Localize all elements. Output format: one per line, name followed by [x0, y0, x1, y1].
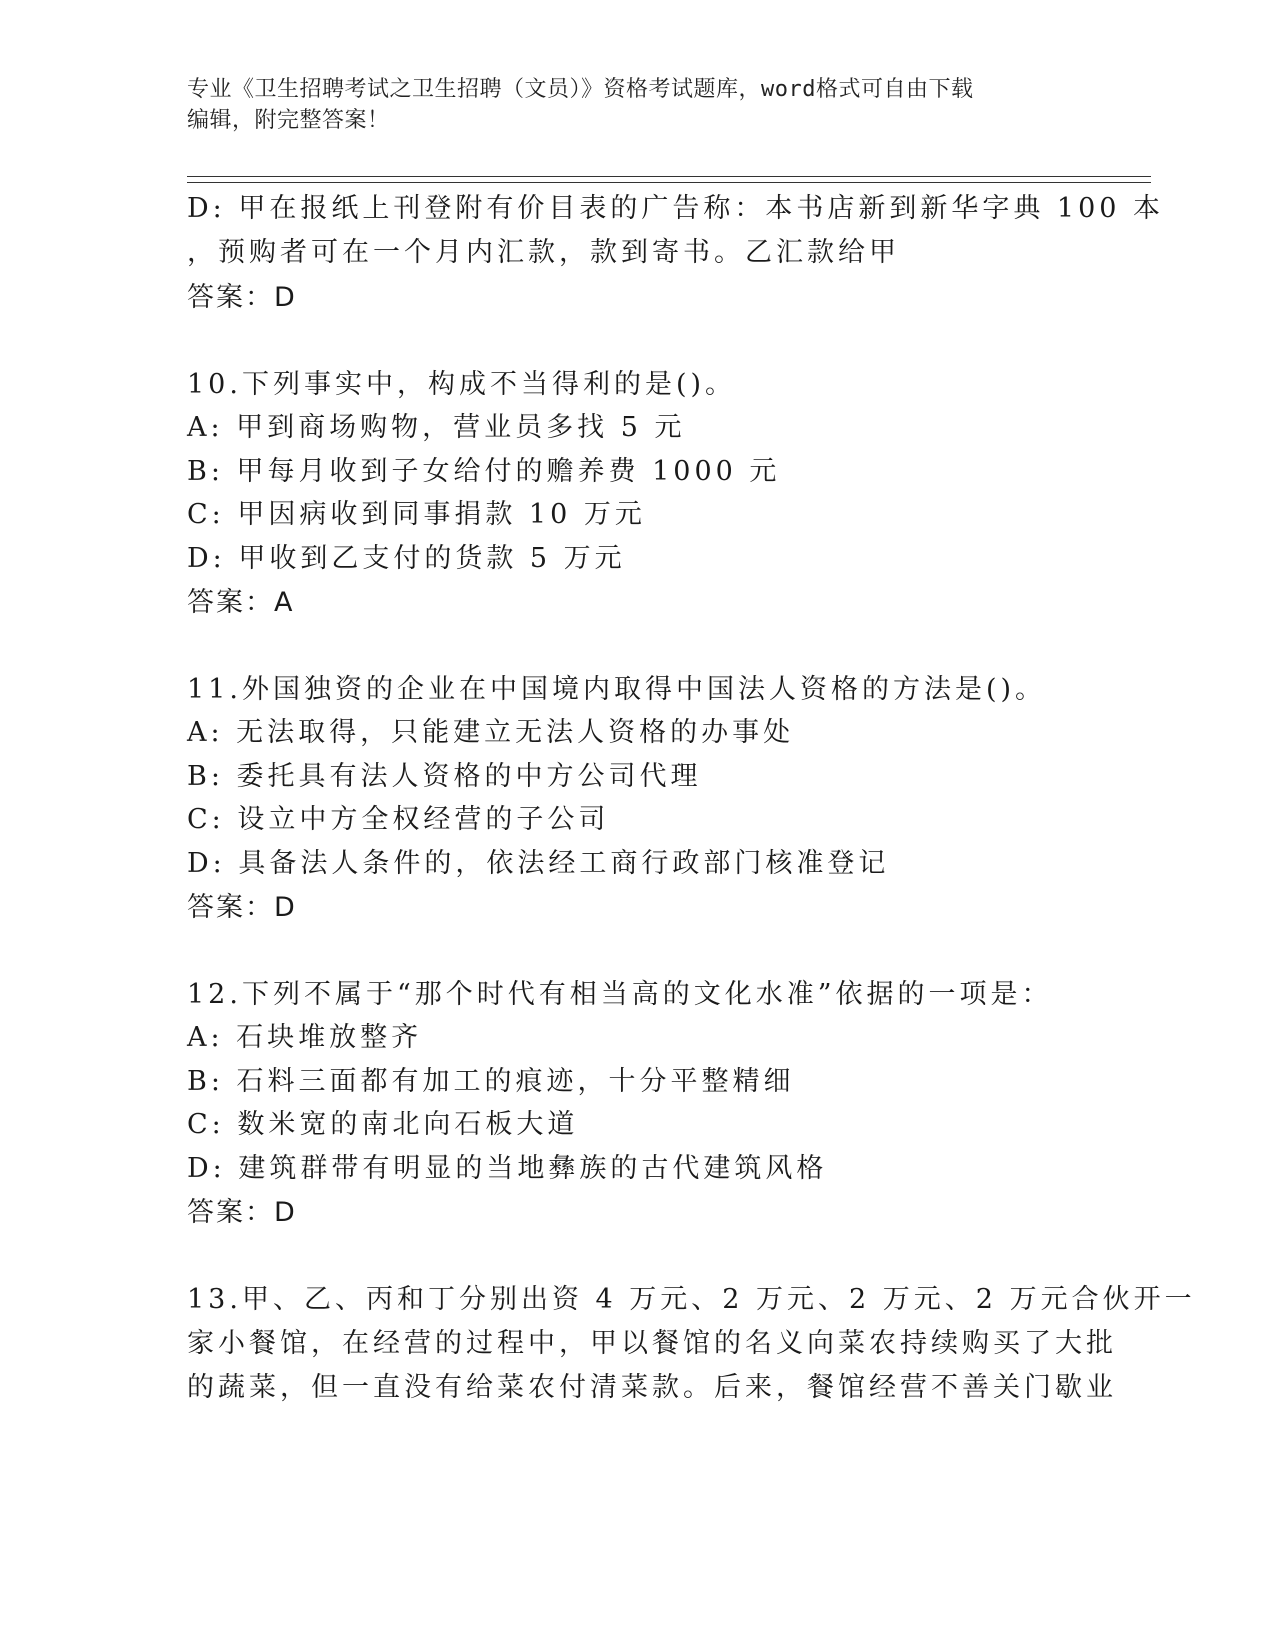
q10-option-a: A: 甲到商场购物，营业员多找 5 元 — [187, 412, 686, 443]
q13-question-line-1: 13.甲、乙、丙和丁分别出资 4 万元、2 万元、2 万元、2 万元合伙开一 — [187, 1284, 1196, 1315]
q11-option-d: D: 具备法人条件的，依法经工商行政部门核准登记 — [187, 848, 890, 879]
header-divider-top — [187, 176, 1151, 177]
q12-option-c: C: 数米宽的南北向石板大道 — [187, 1109, 579, 1140]
q11-answer: 答案：D — [187, 892, 297, 923]
q10-option-d: D: 甲收到乙支付的货款 5 万元 — [187, 543, 626, 574]
q11-option-a: A: 无法取得，只能建立无法人资格的办事处 — [187, 717, 795, 748]
q10-question: 10.下列事实中，构成不当得利的是()。 — [187, 369, 737, 400]
q12-option-a: A: 石块堆放整齐 — [187, 1022, 423, 1053]
q12-option-b: B: 石料三面都有加工的痕迹，十分平整精细 — [187, 1066, 795, 1097]
q12-question: 12.下列不属于“那个时代有相当高的文化水准”依据的一项是： — [187, 979, 1053, 1010]
q11-question: 11.外国独资的企业在中国境内取得中国法人资格的方法是()。 — [187, 674, 1047, 705]
q12-option-d: D: 建筑群带有明显的当地彝族的古代建筑风格 — [187, 1153, 828, 1184]
q11-option-b: B: 委托具有法人资格的中方公司代理 — [187, 761, 702, 792]
q10-option-c: C: 甲因病收到同事捐款 10 万元 — [187, 499, 646, 530]
q9-option-d-line-1: D: 甲在报纸上刊登附有价目表的广告称：本书店新到新华字典 100 本 — [187, 193, 1165, 224]
document-header — [187, 74, 1087, 136]
q10-option-b: B: 甲每月收到子女给付的赡养费 1000 元 — [187, 456, 781, 487]
q13-question-line-2: 家小餐馆，在经营的过程中，甲以餐馆的名义向菜农持续购买了大批 — [187, 1328, 1117, 1359]
q9-option-d-line-2: ，预购者可在一个月内汇款，款到寄书。乙汇款给甲 — [187, 237, 900, 268]
header-line-1: 专业《卫生招聘考试之卫生招聘（文员）》资格考试题库，word格式可自由下载 — [187, 77, 974, 102]
q9-answer: 答案：D — [187, 282, 297, 313]
q13-question-line-3: 的蔬菜，但一直没有给菜农付清菜款。后来，餐馆经营不善关门歇业 — [187, 1372, 1117, 1403]
q12-answer: 答案：D — [187, 1197, 297, 1228]
q11-option-c: C: 设立中方全权经营的子公司 — [187, 804, 610, 835]
header-line-2: 编辑，附完整答案！ — [187, 108, 390, 133]
q10-answer: 答案：A — [187, 587, 295, 618]
header-divider-bottom — [187, 182, 1151, 183]
